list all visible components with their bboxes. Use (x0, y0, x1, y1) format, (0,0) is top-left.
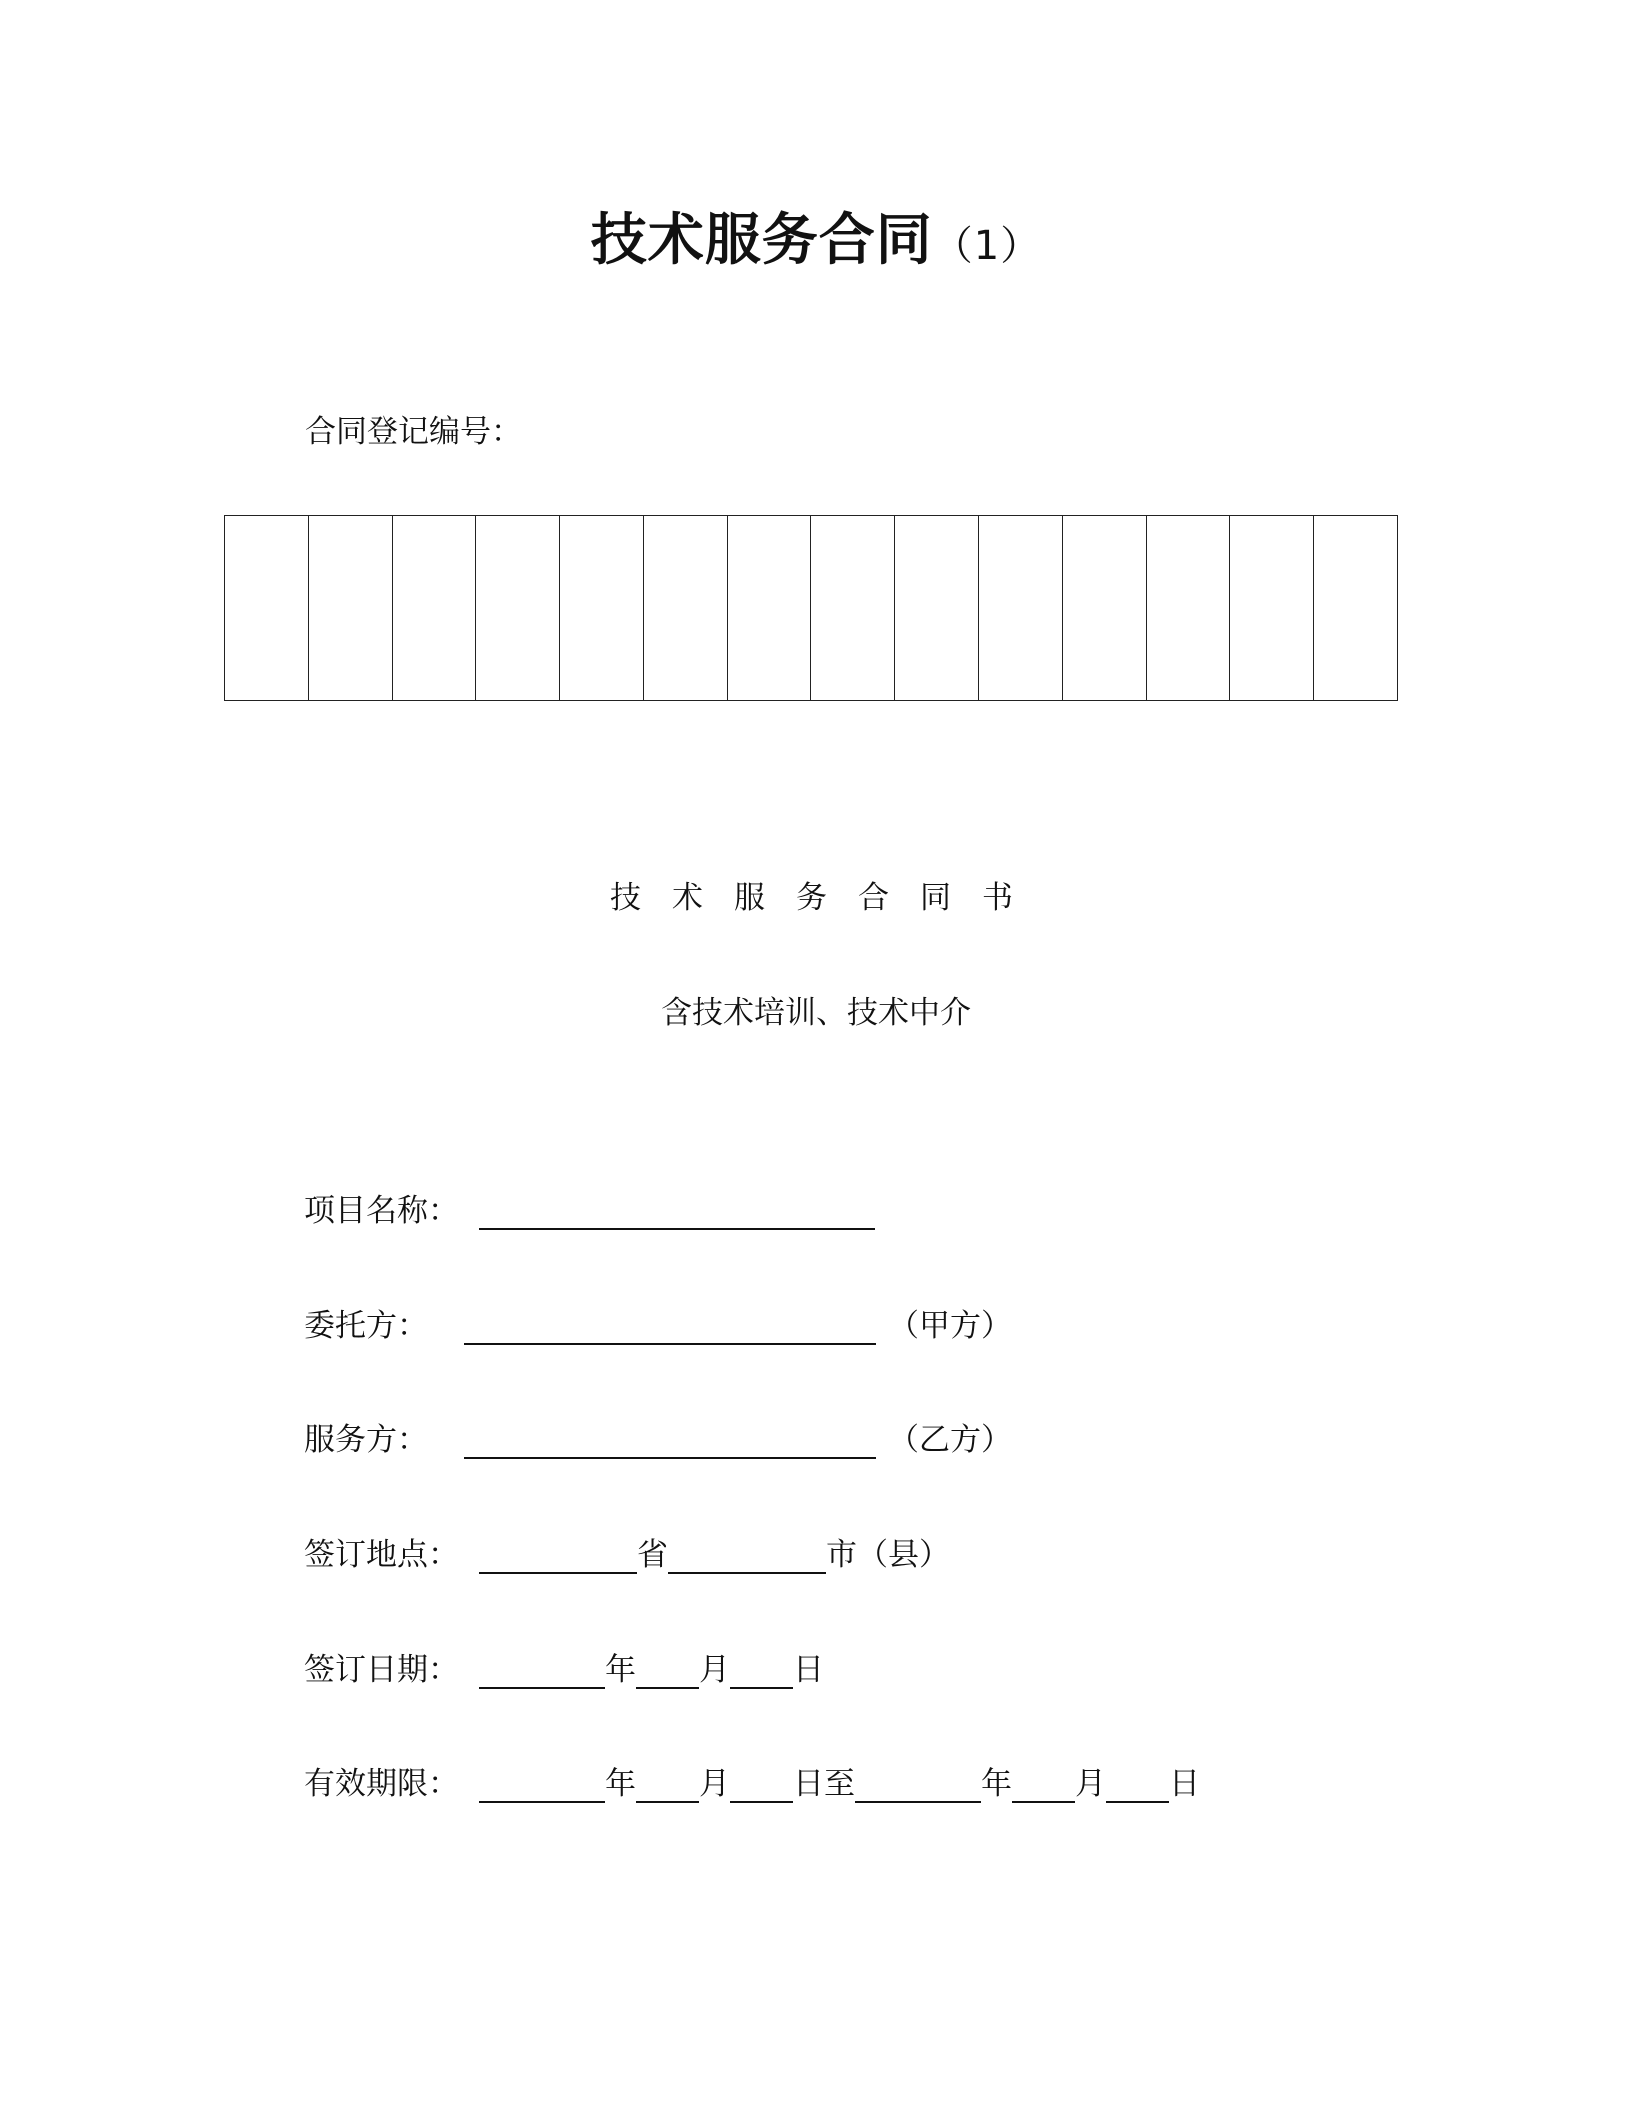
registration-number-box[interactable] (979, 516, 1063, 700)
provider-blank[interactable] (464, 1427, 876, 1459)
province-unit: 省 (637, 1537, 668, 1573)
registration-number-box[interactable] (560, 516, 644, 700)
title-suffix: （1） (932, 223, 1042, 269)
date-month-blank[interactable] (636, 1657, 699, 1689)
registration-number-grid (224, 515, 1398, 701)
date-month-unit: 月 (699, 1652, 730, 1688)
client-label: 委托方： (304, 1308, 428, 1344)
registration-number-label: 合同登记编号： (305, 414, 522, 450)
contract-scope: 含技术培训、技术中介 (661, 995, 971, 1031)
validity-year-unit: 年 (605, 1766, 636, 1802)
field-project (304, 1185, 875, 1230)
project-name-blank[interactable] (479, 1198, 875, 1230)
document-title (0, 196, 1632, 276)
date-day-blank[interactable] (730, 1657, 793, 1689)
project-label: 项目名称： (304, 1193, 459, 1229)
registration-number-box[interactable] (225, 516, 309, 700)
validity-day-to: 日至 (793, 1766, 855, 1802)
registration-number-box[interactable] (1230, 516, 1314, 700)
city-unit: 市（县） (826, 1537, 950, 1573)
validity-month2-unit: 月 (1075, 1766, 1106, 1802)
validity-start-year-blank[interactable] (479, 1771, 605, 1803)
field-signing-place (304, 1529, 950, 1574)
date-label: 签订日期： (304, 1652, 459, 1688)
field-validity (304, 1758, 1200, 1803)
registration-number-box[interactable] (895, 516, 979, 700)
validity-end-year-blank[interactable] (855, 1771, 981, 1803)
validity-label: 有效期限： (304, 1766, 459, 1802)
validity-day2-unit: 日 (1169, 1766, 1200, 1802)
validity-start-day-blank[interactable] (730, 1771, 793, 1803)
registration-number-box[interactable] (811, 516, 895, 700)
registration-number-box[interactable] (1314, 516, 1397, 700)
registration-number-box[interactable] (728, 516, 812, 700)
client-suffix: （甲方） (888, 1308, 1012, 1344)
place-label: 签订地点： (304, 1537, 459, 1573)
validity-year2-unit: 年 (981, 1766, 1012, 1802)
registration-number-box[interactable] (644, 516, 728, 700)
validity-end-month-blank[interactable] (1012, 1771, 1075, 1803)
validity-month-unit: 月 (699, 1766, 730, 1802)
field-signing-date (304, 1644, 824, 1689)
registration-number-box[interactable] (1063, 516, 1147, 700)
field-client (304, 1300, 1012, 1345)
registration-number-box[interactable] (309, 516, 393, 700)
date-day-unit: 日 (793, 1652, 824, 1688)
registration-number-box[interactable] (393, 516, 477, 700)
title-text: 技术服务合同 (590, 208, 933, 273)
city-blank[interactable] (668, 1542, 826, 1574)
client-blank[interactable] (464, 1313, 876, 1345)
provider-suffix: （乙方） (888, 1422, 1012, 1458)
province-blank[interactable] (479, 1542, 637, 1574)
date-year-blank[interactable] (479, 1657, 605, 1689)
registration-number-box[interactable] (1147, 516, 1231, 700)
provider-label: 服务方： (304, 1422, 428, 1458)
registration-number-box[interactable] (476, 516, 560, 700)
validity-end-day-blank[interactable] (1106, 1771, 1169, 1803)
contract-subtitle: 技术服务合同书 (610, 880, 1044, 916)
validity-start-month-blank[interactable] (636, 1771, 699, 1803)
field-provider (304, 1414, 1012, 1459)
date-year-unit: 年 (605, 1652, 636, 1688)
